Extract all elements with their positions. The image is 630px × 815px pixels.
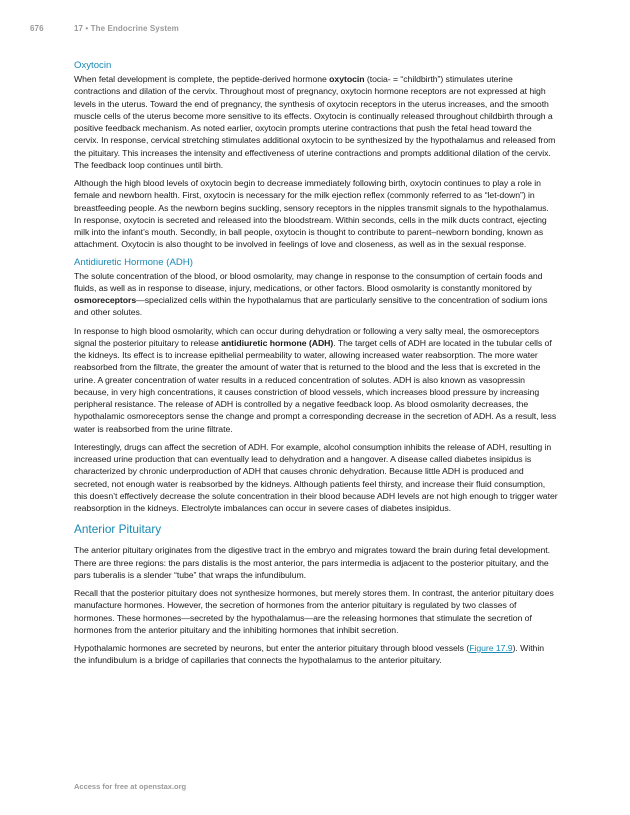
key-term-osmoreceptors: osmoreceptors: [74, 295, 137, 305]
figure-17-9-link[interactable]: Figure 17.9: [469, 643, 513, 653]
text-run: The solute concentration of the blood, or blood osmolarity, may change in response to the consumption of certain foods and fluids, as well as in response to disease, injury, medications, or other factors. Blood osmolarity is constantly monitored by: [74, 270, 543, 293]
key-term-oxytocin: oxytocin: [329, 74, 365, 84]
anterior-paragraph-1: The anterior pituitary originates from the digestive tract in the embryo and migrates toward the brain during fetal development. There are three regions: the pars distalis is the most anterior, the pars intermedia is adjacent to the posterior pituitary, and the pars tuberalis is a slender “tube” that wraps the infundibulum.: [74, 545, 551, 580]
page-header: [30, 24, 179, 33]
oxytocin-heading: Oxytocin: [74, 60, 112, 71]
text-run: Hypothalamic hormones are secreted by neurons, but enter the anterior pituitary through blood vessels (: [74, 643, 470, 653]
adh-paragraph-1: [74, 270, 558, 319]
page-number: 676: [30, 24, 44, 33]
anterior-pituitary-heading: Anterior Pituitary: [74, 522, 162, 537]
anterior-paragraph-3: [74, 642, 558, 667]
anterior-paragraph-2: Recall that the posterior pituitary does not synthesize hormones, but merely stores them. In contrast, the anterior pituitary does manufacture hormones. However, the secretion of hormones from the anterior pituitary is regulated by two classes of hormones. These hormones—secreted by the hypothalamus—are the releasing hormones that stimulate the secretion of hormones from the anterior pituitary and the inhibiting hormones that inhibit secretion.: [74, 588, 554, 635]
page-content: [74, 60, 558, 673]
text-run: When fetal development is complete, the peptide-derived hormone: [74, 74, 330, 84]
adh-heading: Antidiuretic Hormone (ADH): [74, 256, 193, 268]
text-run: . The target cells of ADH are located in the tubular cells of the kidneys. Its effect is to increase epithelial permeability to water, allowing increased water reabsorption. The more water reabsorbed from the filtrate, the greater the amount of water that is returned to the blood and the less that is excreted in the urine. A greater concentration of water results in a reduced concentration of solutes. ADH is also known as vasopressin because, in very high concentrations, it causes constriction of blood vessels, which increases blood pressure by increasing peripheral resistance. The release of ADH is controlled by a negative feedback loop. As blood osmolarity decreases, the hypothalamic osmoreceptors sense the change and prompt a corresponding decrease in the secretion of ADH. As a result, less water is reabsorbed from the urine filtrate.: [74, 337, 557, 434]
oxytocin-paragraph-1: [74, 73, 558, 171]
adh-paragraph-2: [74, 325, 558, 435]
adh-paragraph-3: Interestingly, drugs can affect the secretion of ADH. For example, alcohol consumption inhibits the release of ADH, resulting in increased urine production that can eventually lead to dehydration and a hangover. A disease called diabetes insipidus is characterized by chronic underproduction of ADH that causes chronic dehydration. Because little ADH is produced and secreted, not enough water is reabsorbed by the kidneys. Although patients feel thirsty, and increase their fluid consumption, this doesn’t effectively decrease the solute concentration in their blood because ADH levels are not high enough to trigger water reabsorption in the kidneys. Electrolyte imbalances can occur in severe cases of diabetes insipidus.: [74, 441, 558, 513]
key-term-adh: antidiuretic hormone (ADH): [221, 337, 334, 348]
text-run: In response to high blood osmolarity, which can occur during dehydration or following a very salty meal, the osmoreceptors signal the posterior pituitary to release: [74, 325, 540, 348]
chapter-title: 17 • The Endocrine System: [74, 24, 179, 33]
oxytocin-paragraph-2: Although the high blood levels of oxytocin begin to decrease immediately following birth, oxytocin continues to play a role in female and newborn health. First, oxytocin is necessary for the milk ejection reflex (commonly referred to as “let-down”) in breastfeeding people. As the newborn begins suckling, sensory receptors in the nipples transmit signals to the hypothalamus. In response, oxytocin is secreted and released into the bloodstream. Within seconds, cells in the milk ducts contract, ejecting milk into the infant’s mouth. Secondly, in ball people, oxytocin is thought to contribute to parent–newborn bonding, known as attachment. Oxytocin is also thought to be involved in feelings of love and closeness, as well as in the sexual response.: [74, 178, 549, 250]
text-run: ). Within the infundibulum is a bridge of capillaries that connects the hypothalamus to the anterior pituitary.: [74, 643, 545, 666]
text-run: —specialized cells within the hypothalamus that are particularly sensitive to the concentration of sodium ions and other solutes.: [74, 295, 548, 318]
page-footer: Access for free at openstax.org: [74, 782, 187, 791]
text-run: (tocia- = “childbirth”) stimulates uterine contractions and dilation of the cervix. Throughout most of pregnancy, oxytocin hormone receptors are not expressed at high levels in the uterus. Toward the end of pregnancy, the synthesis of oxytocin receptors in the uterus increases, and the smooth muscle cells of the uterus become more sensitive to its effects. Oxytocin is continually released throughout childbirth through a positive feedback mechanism. As noted earlier, oxytocin prompts uterine contractions that push the fetal head toward the cervix. In response, cervical stretching stimulates additional oxytocin to be synthesized by the hypothalamus and released from the pituitary. This increases the intensity and effectiveness of uterine contractions and prompts additional dilation of the cervix. The feedback loop continues until birth.: [74, 74, 556, 170]
